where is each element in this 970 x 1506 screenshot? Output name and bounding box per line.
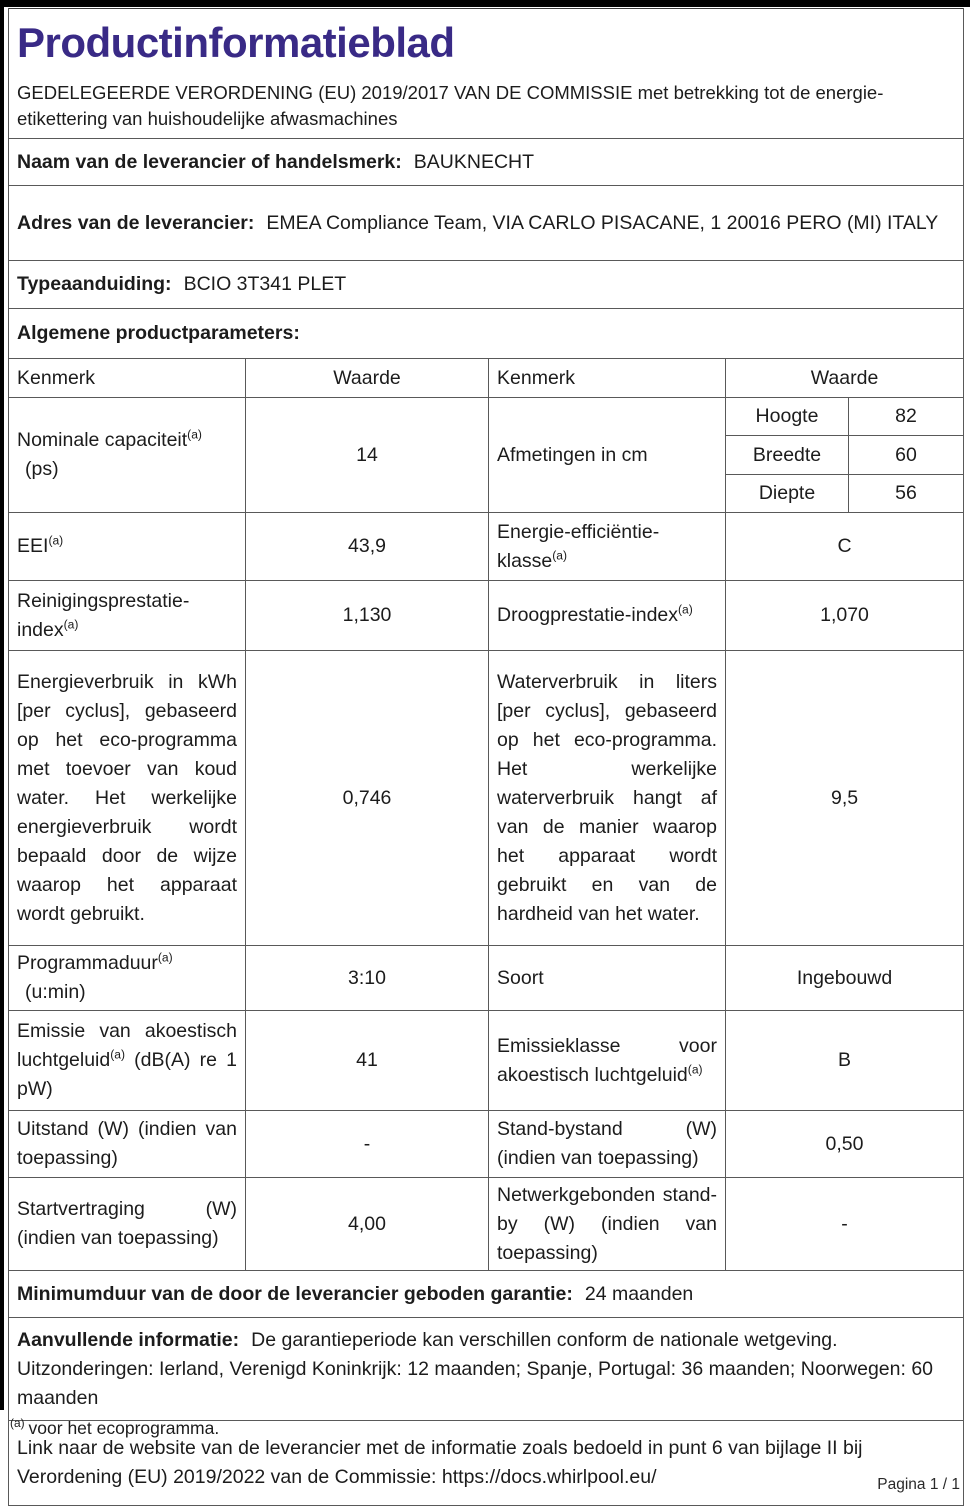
row-standby-label: Stand-bystand (W) (indien van toepassing) bbox=[489, 1111, 726, 1178]
column-header-waarde-left: Waarde bbox=[246, 359, 489, 398]
row-noise-label: Emissie van akoestisch luchtgeluid$^{(a)}$ (dB(A) re 1 pW) bbox=[9, 1011, 246, 1111]
row-duration-unit: (u:min) bbox=[25, 981, 86, 1003]
scan-edge-top bbox=[0, 0, 970, 7]
supplier-address-label: Adres van de leverancier: bbox=[17, 211, 255, 234]
row-water-consumption-label: Waterverbruik in liters [per cyclus], gebaseerd op het eco-programma. Het werkelijke waterverbruik hangt af van de manier waarop het apparaat wordt gebruikt en van de hardheid van het water. bbox=[489, 651, 726, 946]
row-capacity-value: 14 bbox=[246, 398, 489, 513]
guarantee-label: Minimumduur van de door de leverancier geboden garantie: bbox=[17, 1282, 573, 1305]
row-energy-class-label: Energie-efficiëntie-klasse$^{(a)}$ bbox=[489, 513, 726, 581]
page-title: Productinformatieblad bbox=[17, 18, 455, 66]
regulation-subtitle: GEDELEGEERDE VERORDENING (EU) 2019/2017 VAN DE COMMISSIE met betrekking tot de energie-etikettering van huishoudelijke afwasmachines bbox=[17, 81, 884, 129]
row-off-mode-value: - bbox=[246, 1111, 489, 1178]
footnote-ref: (a) bbox=[48, 533, 64, 548]
dimension-height-label: Hoogte bbox=[726, 398, 849, 436]
row-energy-consumption-label: Energieverbruik in kWh [per cyclus], gebaseerd op het eco-programma met toevoer van koud water. Het werkelijke energieverbruik wordt bepaald door de wijze waarop het apparaat wordt gebruikt. bbox=[9, 651, 246, 946]
row-duration-label: Programmaduur$^{(a)}$ (u:min) bbox=[9, 946, 246, 1011]
supplier-name-row bbox=[9, 139, 964, 186]
footnote-ref: (a) bbox=[157, 950, 173, 965]
footnote-text: voor het ecoprogramma. bbox=[28, 1418, 220, 1438]
row-cleaning-index-label: Reinigingsprestatie-index$^{(a)}$ bbox=[9, 581, 246, 651]
row-dimensions-label: Afmetingen in cm bbox=[489, 398, 726, 513]
column-header-kenmerk-left: Kenmerk bbox=[9, 359, 246, 398]
row-networked-standby-label: Netwerkgebonden stand-by (W) (indien van toepassing) bbox=[489, 1178, 726, 1271]
title-block bbox=[9, 9, 964, 139]
row-capacity-label: Nominale capaciteit$^{(a)}$ (ps) bbox=[9, 398, 246, 513]
dimension-depth-label: Diepte bbox=[726, 475, 849, 513]
supplier-name-label: Naam van de leverancier of handelsmerk: bbox=[17, 150, 402, 173]
dimension-width-value: 60 bbox=[849, 436, 964, 475]
dimension-depth-value: 56 bbox=[849, 475, 964, 513]
row-type-label: Soort bbox=[489, 946, 726, 1011]
page-number: Pagina 1 / 1 bbox=[877, 1476, 960, 1493]
row-drying-index-label: Droogprestatie-index$^{(a)}$ bbox=[489, 581, 726, 651]
row-networked-standby-value: - bbox=[726, 1178, 964, 1271]
dimension-width-label: Breedte bbox=[726, 436, 849, 475]
row-noise-class-label: Emissieklasse voor akoestisch luchtgeluid$^{(a)}$ bbox=[489, 1011, 726, 1111]
row-duration-value: 3:10 bbox=[246, 946, 489, 1011]
additional-info-value: De garantieperiode kan verschillen conform de nationale wetgeving. Uitzonderingen: Ierland, Verenigd Koninkrijk: 12 maanden; Spanje, Portugal: 36 maanden; Noorwegen: 60 maanden bbox=[17, 1328, 934, 1409]
supplier-address-value: EMEA Compliance Team, VIA CARLO PISACANE, 1 20016 PERO (MI) ITALY bbox=[266, 211, 939, 234]
row-cleaning-index-value: 1,130 bbox=[246, 581, 489, 651]
row-eei-value: 43,9 bbox=[246, 513, 489, 581]
dimension-height-value: 82 bbox=[849, 398, 964, 436]
footnote-marker: (a) bbox=[10, 1416, 25, 1431]
footnote-ref: (a) bbox=[63, 617, 79, 631]
footnote bbox=[10, 1418, 219, 1439]
supplier-name-value: BAUKNECHT bbox=[413, 150, 535, 173]
scan-edge-left bbox=[0, 0, 4, 1410]
row-energy-class-value: C bbox=[726, 513, 964, 581]
row-energy-consumption-value: 0,746 bbox=[246, 651, 489, 946]
row-off-mode-label: Uitstand (W) (indien van toepassing) bbox=[9, 1111, 246, 1178]
product-information-sheet bbox=[8, 8, 964, 1506]
row-noise-class-value: B bbox=[726, 1011, 964, 1111]
row-delayed-start-label: Startvertraging (W) (indien van toepassing) bbox=[9, 1178, 246, 1271]
additional-info-row bbox=[9, 1318, 964, 1421]
supplier-address-row bbox=[9, 186, 964, 261]
row-noise-value: 41 bbox=[246, 1011, 489, 1111]
additional-info-label: Aanvullende informatie: bbox=[17, 1328, 240, 1351]
row-eei-label: EEI$^{(a)}$ bbox=[9, 513, 246, 581]
row-type-value: Ingebouwd bbox=[726, 946, 964, 1011]
footnote-ref: (a) bbox=[552, 548, 568, 562]
guarantee-row bbox=[9, 1271, 964, 1318]
footnote-ref: (a) bbox=[187, 427, 202, 442]
website-link-label: Link naar de website van de leverancier met de informatie zoals bedoeld in punt 6 van bijlage II bij Verordening (EU) 2019/2022 van de Commissie: bbox=[17, 1437, 863, 1488]
model-identifier-value: BCIO 3T341 PLET bbox=[183, 273, 347, 295]
guarantee-value: 24 maanden bbox=[584, 1282, 694, 1305]
row-capacity-unit: (ps) bbox=[25, 458, 59, 480]
row-water-consumption-value: 9,5 bbox=[726, 651, 964, 946]
supplier-website-url: https://docs.whirlpool.eu/ bbox=[441, 1466, 657, 1488]
row-drying-index-value: 1,070 bbox=[726, 581, 964, 651]
footnote-ref: (a) bbox=[678, 602, 693, 617]
footnote-ref: (a) bbox=[687, 1062, 703, 1076]
model-identifier-label: Typeaanduiding: bbox=[17, 273, 172, 295]
footnote-ref: (a) bbox=[110, 1047, 125, 1062]
column-header-waarde-right: Waarde bbox=[726, 359, 964, 398]
general-parameters-row bbox=[9, 309, 964, 359]
row-delayed-start-value: 4,00 bbox=[246, 1178, 489, 1271]
column-header-kenmerk-right: Kenmerk bbox=[489, 359, 726, 398]
model-identifier-row bbox=[9, 261, 964, 309]
row-standby-value: 0,50 bbox=[726, 1111, 964, 1178]
general-parameters-label: Algemene productparameters: bbox=[17, 322, 300, 344]
